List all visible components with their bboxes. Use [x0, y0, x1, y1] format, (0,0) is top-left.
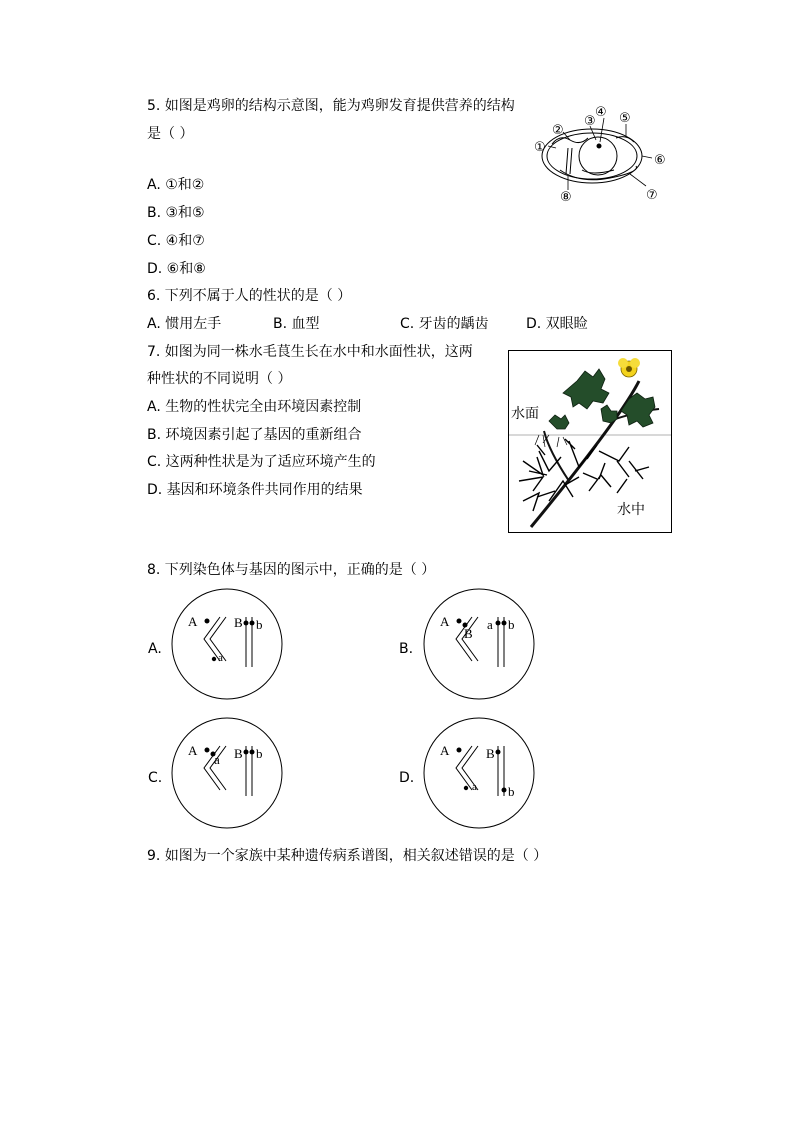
egg-structure-figure [530, 104, 675, 204]
gene-label-a: a [214, 752, 220, 767]
water-buttercup-figure [508, 350, 672, 533]
q7-option-c[interactable]: C. 这两种性状是为了适应环境产生的 [147, 454, 376, 470]
gene-label-a: a [472, 781, 477, 793]
q6-option-a[interactable]: A. 惯用左手 [147, 316, 222, 332]
q8-stem: 8. 下列染色体与基因的图示中，正确的是（ ） [147, 562, 436, 578]
surface-label: 水面 [511, 406, 539, 422]
q8-option-d-letter[interactable]: D. [399, 770, 415, 786]
gene-locus-a [212, 657, 216, 661]
gene-label-a: a [487, 617, 493, 632]
gene-label-A: A [440, 743, 450, 758]
gene-label-A: A [188, 743, 198, 758]
gene-locus-b [250, 621, 255, 626]
gene-label-B: B [234, 746, 243, 761]
q6-option-b[interactable]: B. 血型 [273, 316, 320, 332]
q7-option-a[interactable]: A. 生物的性状完全由环境因素控制 [147, 399, 362, 415]
label-5: ⑤ [619, 111, 631, 126]
gene-label-b: b [508, 784, 515, 799]
label-2: ② [552, 123, 564, 138]
gene-label-A: A [440, 614, 450, 629]
q8-option-c-letter[interactable]: C. [148, 770, 163, 786]
germinal-disc [597, 144, 601, 148]
underwater-label: 水中 [617, 502, 645, 518]
q7-stem-line2: 种性状的不同说明（ ） [147, 371, 292, 387]
q7-stem-line1: 7. 如图为同一株水毛茛生长在水中和水面性状，这两 [147, 344, 473, 360]
q8-option-a-letter[interactable]: A. [148, 641, 162, 657]
gene-label-B: B [234, 615, 243, 630]
q5-option-c[interactable]: C. ④和⑦ [147, 233, 205, 249]
gene-locus-A [205, 619, 210, 624]
q5-stem-line1: 5. 如图是鸡卵的结构示意图，能为鸡卵发育提供营养的结构 [147, 98, 515, 114]
q8-option-b-diagram[interactable] [422, 587, 536, 701]
label-3: ③ [584, 114, 596, 129]
label-7: ⑦ [646, 188, 658, 203]
gene-label-A: A [188, 614, 198, 629]
gene-label-B: B [486, 746, 495, 761]
q6-option-c[interactable]: C. 牙齿的龋齿 [400, 316, 489, 332]
label-1: ① [534, 140, 546, 155]
q7-option-b[interactable]: B. 环境因素引起了基因的重新组合 [147, 427, 362, 443]
q5-option-b[interactable]: B. ③和⑤ [147, 205, 205, 221]
q6-option-d[interactable]: D. 双眼睑 [526, 316, 588, 332]
q9-stem: 9. 如图为一个家族中某种遗传病系谱图，相关叙述错误的是（ ） [147, 848, 548, 864]
q5-option-a[interactable]: A. ①和② [147, 177, 205, 193]
surface-leaf-1 [563, 369, 609, 409]
label-8: ⑧ [560, 190, 572, 204]
q5-stem-line2: 是（ ） [147, 126, 194, 142]
q8-option-a-diagram[interactable] [170, 587, 284, 701]
gene-label-b: b [256, 746, 263, 761]
cell-circle [172, 589, 282, 699]
gene-label-b: b [256, 617, 263, 632]
label-4: ④ [595, 105, 607, 120]
q8-option-d-diagram[interactable] [422, 716, 536, 830]
q8-option-c-diagram[interactable] [170, 716, 284, 830]
q5-option-d[interactable]: D. ⑥和⑧ [147, 261, 206, 277]
flower-icon [618, 358, 640, 377]
gene-locus-B [244, 621, 249, 626]
label-6: ⑥ [654, 153, 666, 168]
gene-label-b: b [508, 617, 515, 632]
q6-stem: 6. 下列不属于人的性状的是（ ） [147, 288, 352, 304]
q7-option-d[interactable]: D. 基因和环境条件共同作用的结果 [147, 482, 363, 498]
q8-option-b-letter[interactable]: B. [399, 641, 414, 657]
gene-label-a: a [218, 652, 223, 664]
gene-label-B: B [464, 626, 473, 641]
egg-membrane [547, 133, 637, 179]
surface-leaf-2 [621, 393, 655, 427]
egg-yolk [579, 137, 617, 175]
